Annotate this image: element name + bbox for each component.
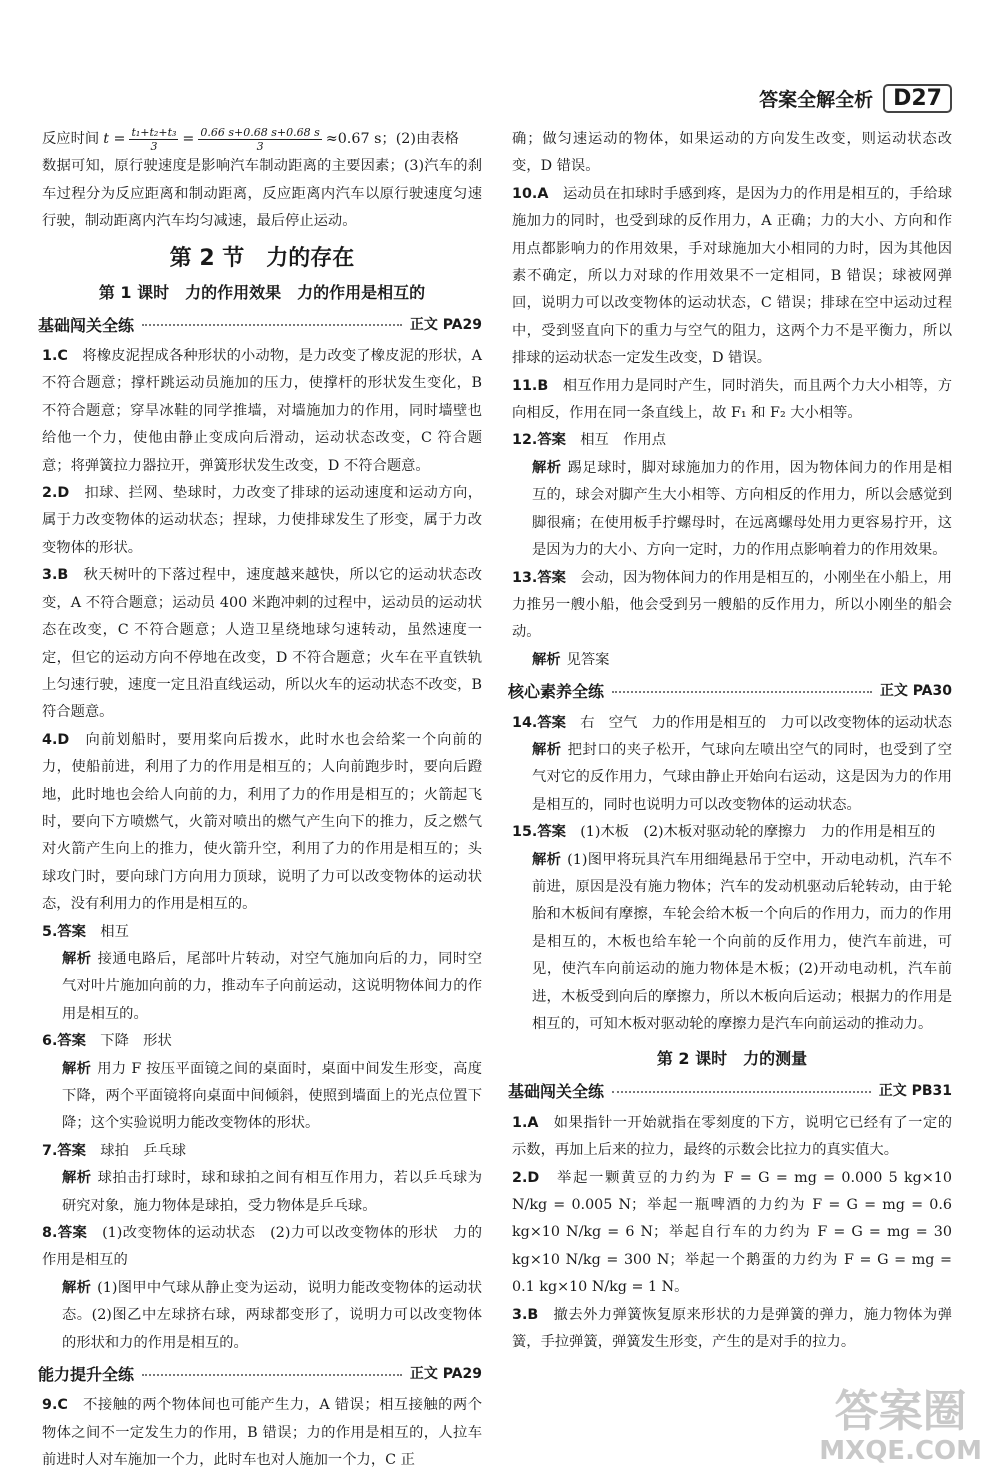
reaction-continued: 数据可知，原行驶速度是影响汽车制动距离的主要因素；(3)汽车的刹车过程分为反应距离和制动距离，反应距离内汽车以原行驶速度匀速行驶，制动距离内汽车均匀减速，最后停止运动。 — [42, 158, 482, 230]
answer-item — [42, 727, 482, 919]
answer-item — [512, 427, 952, 454]
analysis-text: 见答案 — [566, 651, 610, 668]
item-number: 1.A — [512, 1114, 539, 1131]
answer-item — [512, 1302, 952, 1357]
answer-item — [512, 1165, 952, 1302]
bar-name: 核心素养全练 — [508, 682, 605, 702]
answer-item — [42, 562, 482, 726]
item-number: 8.答案 — [42, 1225, 88, 1242]
analysis-label: 解析 — [532, 851, 562, 868]
item-answer: 右 空气 力的作用是相互的 力可以改变物体的运动状态 — [580, 714, 952, 731]
analysis-label: 解析 — [62, 1170, 92, 1187]
bar-name: 基础闯关全练 — [508, 1082, 605, 1102]
item-answer: 会动，因为物体间力的作用是相互的，小刚坐在小船上，用力推另一艘小船，他会受到另一艘船的反作用力，所以小刚坐的船会动。 — [512, 569, 953, 641]
watermark-line-2: MXQE.COM — [819, 1436, 982, 1466]
analysis-text: 用力 F 按压平面镜之间的桌面时，桌面中间发生形变，高度下降，两个平面镜将向桌面中间倾斜，使照到墙面上的光点位置下降；这个实验说明力能改变物体的形状。 — [62, 1060, 482, 1132]
answer-item — [512, 373, 952, 428]
item-number: 4.D — [42, 731, 70, 748]
analysis — [42, 1165, 482, 1220]
analysis — [512, 737, 952, 819]
analysis-text: 踢足球时，脚对球施加力的作用，因为物体间力的作用是相互的，球会对脚产生大小相等、方向相反的作用力，所以会感觉到脚很痛；在使用板手拧螺母时，在远离螺母处用力更容易拧开，这是因为力的大小、方向一定时，力的作用点影响着力的作用效果。 — [532, 459, 952, 559]
item-number: 9.C — [42, 1397, 68, 1414]
analysis — [512, 455, 952, 565]
lesson-2-title: 第 2 课时 力的测量 — [656, 1049, 808, 1069]
item-text: 秋天树叶的下落过程中，速度越来越快，所以它的运动状态改变，A 不符合题意；运动员 400 米跑冲刺的过程中，运动员的运动状态在改变，C 不符合题意；人造卫星绕地球匀速转动，虽然速度一定，但它的运动方向不停地在改变，D 不符合题意；火车在平直铁轨上匀速行驶，速度一定且沿直线运动，所以火车的运动状态不改变，B 符合题意。 — [42, 567, 483, 721]
item-answer: 相互 作用点 — [580, 432, 666, 449]
item-answer: (1)改变物体的运动状态 (2)力可以改变物体的形状 力的作用是相互的 — [42, 1225, 482, 1269]
item-number: 2.D — [42, 485, 70, 502]
item-answer: 相互 — [100, 923, 129, 940]
dotted-leader — [612, 691, 872, 693]
analysis-text: (1)图甲中气球从静止变为运动，说明力能改变物体的运动状态。(2)图乙中左球挤右球，两球都变形了，说明力可以改变物体的形状和力的作用是相互的。 — [62, 1279, 483, 1351]
bar-name: 基础闯关全练 — [38, 315, 135, 335]
answer-item — [42, 1392, 482, 1474]
analysis-label: 解析 — [532, 741, 562, 758]
answer-item — [512, 710, 952, 737]
item-answer: (1)木板 (2)木板对驱动轮的摩擦力 力的作用是相互的 — [580, 824, 936, 841]
analysis-text: 接通电路后，尾部叶片转动，对空气施加向后的力，同时空气对叶片施加向前的力，推动车子向前运动，这说明物体间力的作用是相互的。 — [62, 950, 482, 1022]
fraction-2-numerator: 0.66 s+0.68 s+0.68 s — [200, 126, 320, 140]
answer-item — [42, 480, 482, 562]
item-number: 11.B — [512, 377, 549, 394]
answer-item — [42, 1028, 482, 1055]
answer-item — [512, 565, 952, 647]
reaction-formula — [42, 126, 482, 153]
item-text: 扣球、拦网、垫球时，力改变了排球的运动速度和运动方向，属于力改变物体的运动状态；捏球，力使排球发生了形变，属于力改变物体的形状。 — [42, 485, 482, 556]
page-header — [759, 84, 952, 113]
bar-ref: 正文 PB31 — [878, 1083, 952, 1100]
page-code: D27 — [883, 84, 952, 113]
lesson-title: 第 1 课时 力的作用效果 力的作用是相互的 — [98, 282, 426, 302]
item-text: 举起一颗黄豆的力约为 F = G = mg = 0.000 5 kg×10 N/kg = 0.005 N；举起一瓶啤酒的力约为 F = G = mg = 0.6 kg×10 N/kg = 6 N；举起自行车的力约为 F = G = mg = 30 kg×10 N/kg = 300 N；举起一个鹅蛋的力约为 F = G = mg = 0.1 kg×10 N/kg = 1 N。 — [512, 1169, 952, 1296]
answer-item — [42, 343, 482, 480]
answer-item — [42, 919, 482, 946]
item-text: 运动员在扣球时手感到疼，是因为力的作用是相互的，手给球施加力的同时，也受到球的反作用力，A 正确；力的大小、方向和作用点都影响力的作用效果，手对球施加大小相同的力时，因为其他因素不确定，所以力对球的作用效果不一定相同，B 错误；球被网弹回，说明力可以改变物体的运动状态，C 错误；排球在空中运动过程中，受到竖直向下的重力与空气的阻力，这两个力不是平衡力，所以排球的运动状态一定发生改变，D 错误。 — [512, 185, 952, 367]
dotted-leader — [142, 1374, 402, 1376]
item-text: 撤去外力弹簧恢复原来形状的力是弹簧的弹力，施力物体为弹簧，手拉弹簧，弹簧发生形变，产生的是对手的拉力。 — [512, 1306, 953, 1351]
fraction-1-numerator: t₁+t₂+t₃ — [131, 126, 177, 140]
dotted-leader — [142, 324, 402, 326]
left-column — [38, 126, 483, 1475]
bar-ref: 正文 PA29 — [409, 316, 482, 333]
analysis — [42, 946, 482, 1028]
exercise-bar-core — [508, 678, 952, 705]
item-number: 3.B — [42, 567, 69, 584]
analysis-label: 解析 — [62, 1060, 92, 1077]
answer-item — [42, 1220, 482, 1275]
analysis-label: 解析 — [532, 459, 562, 476]
formula-t: t = — [103, 131, 126, 147]
item-continued: 确；做匀速运动的物体，如果运动的方向发生改变，则运动状态改变，D 错误。 — [512, 131, 952, 175]
analysis — [42, 1275, 482, 1357]
watermark-line-1: 答案圈 — [834, 1386, 967, 1437]
item-number: 13.答案 — [512, 569, 566, 586]
header-title: 答案全解全析 — [759, 89, 874, 111]
analysis — [512, 847, 952, 1039]
item-number: 2.D — [512, 1169, 540, 1186]
item-text: 将橡皮泥捏成各种形状的小动物，是力改变了橡皮泥的形状，A 不符合题意；撑杆跳运动员施加的压力，使撑杆的形状发生变化，B 不符合题意；穿旱冰鞋的同学推墙，对墙施加力的作用，同时墙壁也给他一个力，使他由静止变成向后滑动，运动状态改变，C 符合题意；将弹簧拉力器拉开，弹簧形状发生改变，D 不符合题意。 — [42, 348, 483, 474]
item-text: 不接触的两个物体间也可能产生力，A 错误；相互接触的两个物体之间不一定发生力的作用，B 错误；力的作用是相互的，人拉车前进时人对车施加一个力，此时车也对人施加一个力，C 正 — [42, 1397, 482, 1469]
dotted-leader — [612, 1091, 871, 1093]
item-number: 5.答案 — [42, 923, 86, 940]
analysis-text: 球拍击打球时，球和球拍之间有相互作用力，若以乒乓球为研究对象，施力物体是球拍，受力物体是乒乓球。 — [62, 1170, 482, 1214]
bar-ref: 正文 PA29 — [409, 1366, 482, 1383]
answer-item — [42, 1138, 482, 1165]
fraction-1-denominator: 3 — [150, 140, 158, 154]
analysis-label: 解析 — [532, 651, 561, 668]
fraction-2 — [198, 126, 321, 153]
analysis-label: 解析 — [62, 1279, 92, 1296]
exercise-bar-advanced — [38, 1361, 482, 1388]
analysis-text: 把封口的夹子松开，气球向左喷出空气的同时，也受到了空气对它的反作用力，气球由静止开始向右运动，这是因为力的作用是相互的，同时也说明力可以改变物体的运动状态。 — [532, 741, 952, 813]
exercise-bar-basic — [38, 312, 482, 339]
watermark — [819, 1387, 982, 1465]
analysis — [42, 1056, 482, 1138]
formula-approx: ≈0.67 s；(2)由表格 — [325, 131, 459, 147]
fraction-1 — [129, 126, 178, 153]
item-text: 向前划船时，要用桨向后拨水，此时水也会给桨一个向前的力，使船前进，利用了力的作用是相互的；人向前跑步时，要向后蹬地，此时地也会给人向前的力，利用了力的作用是相互的；火箭起飞时，要向下方喷燃气，火箭对喷出的燃气产生向下的推力，反之燃气对火箭产生向上的推力，使火箭升空，利用了力的作用是相互的；头球攻门时，要向球门方向用力顶球，说明了力可以改变物体的运动状态，没有利用力的作用是相互的。 — [42, 731, 483, 913]
item-number: 3.B — [512, 1306, 539, 1323]
item-text: 相互作用力是同时产生，同时消失，而且两个力大小相等，方向相反，作用在同一条直线上，故 F₁ 和 F₂ 大小相等。 — [512, 377, 953, 422]
item-number: 10.A — [512, 185, 549, 202]
item-number: 6.答案 — [42, 1033, 86, 1050]
analysis — [512, 647, 952, 674]
formula-prefix: 反应时间 — [42, 131, 100, 147]
bar-ref: 正文 PA30 — [879, 683, 952, 700]
item-text: 如果指针一开始就指在零刻度的下方，说明它已经有了一定的示数，再加上后来的拉力，最终的示数会比拉力的真实值大。 — [512, 1114, 953, 1159]
item-number: 14.答案 — [512, 714, 566, 731]
analysis-text: (1)图甲将玩具汽车用细绳悬吊于空中，开动电动机，汽车不前进，原因是没有施力物体；汽车的发动机驱动后轮转动，由于轮胎和木板间有摩擦，车轮会给木板一个向后的作用力，而力的作用是相互的，木板也给车轮一个向前的反作用力，使汽车前进，可见，使汽车向前运动的施力物体是木板；(2)开动电动机，汽车前进，木板受到向后的摩擦力，所以木板向后运动；根据力的作用是相互的，可知木板对驱动轮的摩擦力是汽车向前运动的推动力。 — [532, 851, 953, 1032]
formula-eq: = — [182, 131, 195, 147]
analysis-label: 解析 — [62, 950, 92, 967]
section-title: 第 2 节 力的存在 — [169, 245, 355, 271]
item-number: 1.C — [42, 348, 68, 365]
item-answer: 球拍 乒乓球 — [100, 1142, 187, 1159]
item-number: 15.答案 — [512, 824, 566, 841]
right-column — [508, 126, 953, 1356]
answer-item — [512, 819, 952, 846]
item-number: 12.答案 — [512, 432, 566, 449]
item-answer: 下降 形状 — [100, 1033, 172, 1050]
exercise-bar-basic-2 — [508, 1078, 952, 1105]
answer-item — [512, 181, 952, 373]
bar-name: 能力提升全练 — [38, 1365, 135, 1385]
answer-item — [512, 1110, 952, 1165]
item-number: 7.答案 — [42, 1142, 86, 1159]
fraction-2-denominator: 3 — [256, 140, 264, 154]
